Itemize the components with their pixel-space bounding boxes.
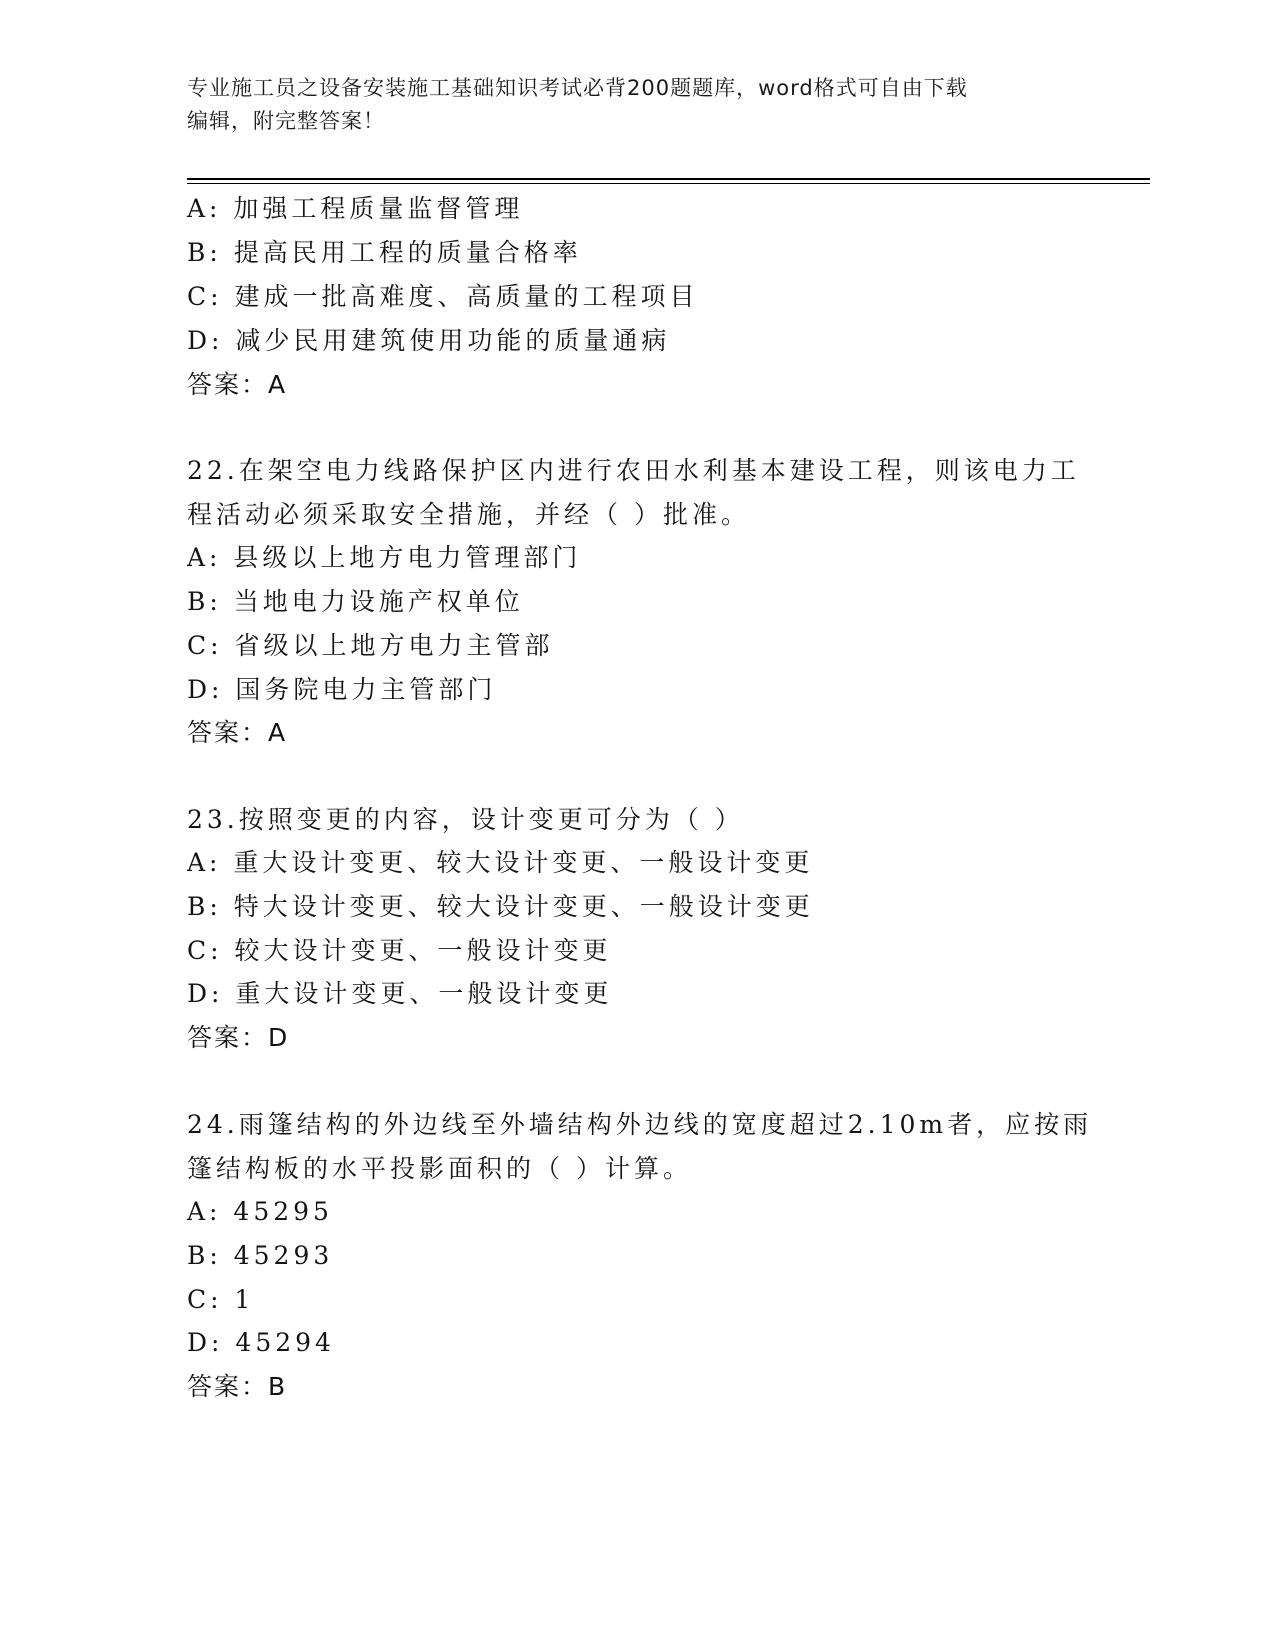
q24-question-line-1: 24.雨篷结构的外边线至外墙结构外边线的宽度超过2.10m者，应按雨	[187, 1110, 1093, 1139]
header-line-1: 专业施工员之设备安装施工基础知识考试必背200题题库，word格式可自由下载	[187, 76, 968, 100]
header-line-2: 编辑，附完整答案！	[187, 109, 385, 133]
q24-answer: 答案：B	[187, 1372, 288, 1401]
q23-option-c: C: 较大设计变更、一般设计变更	[187, 936, 612, 965]
q22-option-b: B: 当地电力设施产权单位	[187, 587, 524, 616]
q22-question-line-1: 22.在架空电力线路保护区内进行农田水利基本建设工程，则该电力工	[187, 456, 1080, 485]
q22-question-line-2: 程活动必须采取安全措施，并经（ ）批准。	[187, 500, 750, 529]
document-header	[187, 72, 1087, 138]
header-divider-thin	[187, 183, 1150, 184]
q23-option-b: B: 特大设计变更、较大设计变更、一般设计变更	[187, 892, 814, 921]
q24-question-line-2: 篷结构板的水平投影面积的（ ）计算。	[187, 1154, 692, 1183]
q24-option-a: A: 45295	[187, 1197, 333, 1226]
q21-option-b: B: 提高民用工程的质量合格率	[187, 238, 582, 267]
q22-option-d: D: 国务院电力主管部门	[187, 675, 497, 704]
q21-option-a: A: 加强工程质量监督管理	[187, 194, 524, 223]
q23-option-d: D: 重大设计变更、一般设计变更	[187, 979, 613, 1008]
q24-option-b: B: 45293	[187, 1241, 334, 1270]
q22-option-c: C: 省级以上地方电力主管部	[187, 631, 554, 660]
q24-option-d: D: 45294	[187, 1328, 335, 1357]
q23-question-line-1: 23.按照变更的内容，设计变更可分为（ ）	[187, 805, 744, 834]
q23-answer: 答案：D	[187, 1023, 290, 1052]
q22-option-a: A: 县级以上地方电力管理部门	[187, 543, 582, 572]
header-divider-thick	[187, 178, 1150, 180]
q21-option-c: C: 建成一批高难度、高质量的工程项目	[187, 282, 699, 311]
q21-option-d: D: 减少民用建筑使用功能的质量通病	[187, 326, 671, 355]
q23-option-a: A: 重大设计变更、较大设计变更、一般设计变更	[187, 848, 814, 877]
q24-option-c: C: 1	[187, 1285, 255, 1314]
q21-answer: 答案：A	[187, 370, 288, 399]
q22-answer: 答案：A	[187, 718, 288, 747]
